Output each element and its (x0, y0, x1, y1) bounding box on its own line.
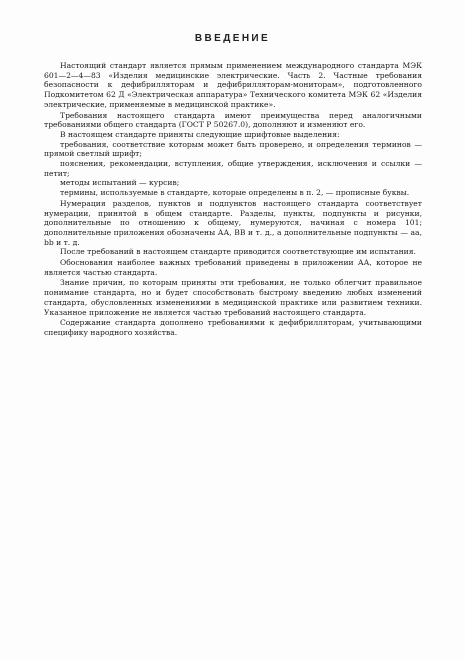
paragraph-requirements: Требования настоящего стандарта имеют преимущества перед аналогичными требованиями общего стандарта (ГОСТ Р 50267.0), дополняют и изменяют его. (44, 110, 422, 130)
paragraph-content: Содержание стандарта дополнено требованиями к дефибрилляторам, учитывающими специфику народного хозяйства. (44, 318, 422, 337)
paragraph-font-caps: термины, используемые в стандарте, которые определены в п. 2, — прописные буквы. (60, 188, 410, 198)
paragraph-font-regular: требования, соответствие которым может быть проверено, и определения терминов — прямой светлый шрифт; (44, 139, 422, 159)
paragraph-font-petit: пояснения, рекомендации, вступления, общие утверждения, исключения и ссылки — петит; (44, 159, 422, 178)
paragraph-scope: Настоящий стандарт является прямым применением международного стандарта МЭК 601—2—4—83 «Изделия медицинские электрические. Часть 2. Частные требования безопасности к дефибрилляторам и дефибрилляторам-мониторам», подготовленного Подкомитетом 62 Д «Электрическая аппаратура» Технического комитета МЭК 62 «Изделия электрические, применяемые в медицинской практике». (44, 61, 422, 109)
paragraph-font-italic: методы испытаний — курсив; (60, 178, 180, 188)
paragraph-reasons: Знание причин, по которым приняты эти требования, не только облегчит правильное понимание стандарта, но и будет способствовать быстрому введению любых изменений стандарта, обусловленных изменениями в медицинской практике или развитием техники. Указанное приложение не является частью требований настоящего стандарта. (44, 278, 422, 317)
paragraph-tests: После требований в настоящем стандарте приводится соответствующие им испытания. (60, 247, 416, 257)
paragraph-font-intro: В настоящем стандарте приняты следующие шрифтовые выделения: (60, 129, 340, 139)
page-title: ВВЕДЕНИЕ (194, 33, 271, 44)
paragraph-numbering: Нумерация разделов, пунктов и подпунктов настоящего стандарта соответствует нумерации, принятой в общем стандарте. Разделы, пункты, подпункты и рисунки, дополнительные по отношению к общему, нумеруются, начиная с номера 101; дополнительные приложения обозначены АА, ВВ и т. д., а дополнительные подпункты — аа, bb и т. д. (44, 198, 422, 247)
paragraph-rationale: Обоснования наиболее важных требований приведены в приложении АА, которое не является частью стандарта. (44, 258, 422, 277)
body-text (44, 61, 422, 338)
